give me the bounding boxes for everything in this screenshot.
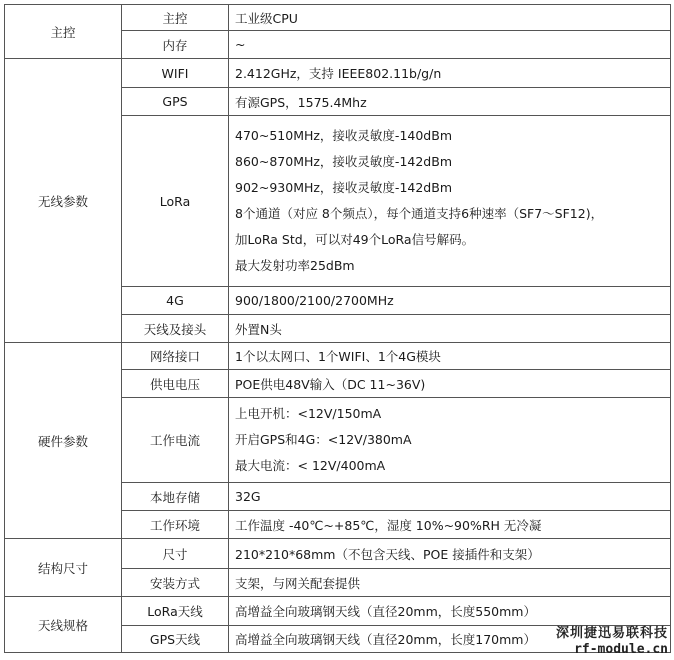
item-value-gps-antenna: 高增益全向玻璃钢天线（直径20mm，长度170mm） bbox=[229, 626, 671, 653]
table-row bbox=[5, 59, 671, 88]
item-name-mount: 安装方式 bbox=[122, 569, 229, 597]
item-name-lora-antenna: LoRa天线 bbox=[122, 597, 229, 626]
item-name-4g: 4G bbox=[122, 287, 229, 315]
category-structure: 结构尺寸 bbox=[5, 539, 122, 597]
item-name-storage: 本地存储 bbox=[122, 483, 229, 511]
item-value-current bbox=[229, 398, 671, 483]
item-name-gps-antenna: GPS天线 bbox=[122, 626, 229, 653]
category-main-control: 主控 bbox=[5, 5, 122, 59]
item-value-4g: 900/1800/2100/2700MHz bbox=[229, 287, 671, 315]
item-value-network: 1个以太网口、1个WIFI、1个4G模块 bbox=[229, 343, 671, 370]
table-row bbox=[5, 597, 671, 626]
spec-table bbox=[4, 4, 671, 653]
item-name-wifi: WIFI bbox=[122, 59, 229, 88]
item-value-memory: ~ bbox=[229, 31, 671, 59]
table-row bbox=[5, 5, 671, 31]
item-name-power: 供电电压 bbox=[122, 370, 229, 398]
item-value-storage: 32G bbox=[229, 483, 671, 511]
item-name-network: 网络接口 bbox=[122, 343, 229, 370]
item-name-lora: LoRa bbox=[122, 116, 229, 287]
current-line: 开启GPS和4G：<12V/380mA bbox=[235, 432, 412, 447]
current-line: 上电开机：<12V/150mA bbox=[235, 406, 382, 421]
category-wireless: 无线参数 bbox=[5, 59, 122, 343]
watermark-company: 深圳捷迅易联科技 bbox=[555, 626, 668, 641]
watermark bbox=[556, 626, 668, 658]
item-name-memory: 内存 bbox=[122, 31, 229, 59]
watermark-site: rf-module.cn bbox=[574, 642, 668, 657]
table-row bbox=[5, 539, 671, 569]
lora-line: 470~510MHz，接收灵敏度-140dBm bbox=[235, 128, 452, 143]
item-value-lora-antenna: 高增益全向玻璃钢天线（直径20mm，长度550mm） bbox=[229, 597, 671, 626]
lora-line: 最大发射功率25dBm bbox=[235, 258, 355, 273]
item-value-cpu: 工业级CPU bbox=[229, 5, 671, 31]
lora-line: 加LoRa Std，可以对49个LoRa信号解码。 bbox=[235, 232, 475, 247]
current-line: 最大电流：< 12V/400mA bbox=[235, 458, 386, 473]
table-row bbox=[5, 343, 671, 370]
item-name-antenna-connector: 天线及接头 bbox=[122, 315, 229, 343]
category-hardware: 硬件参数 bbox=[5, 343, 122, 539]
item-name-environment: 工作环境 bbox=[122, 511, 229, 539]
item-name-gps: GPS bbox=[122, 88, 229, 116]
item-value-lora bbox=[229, 116, 671, 287]
item-value-power: POE供电48V输入（DC 11~36V) bbox=[229, 370, 671, 398]
item-value-size: 210*210*68mm（不包含天线、POE 接插件和支架） bbox=[229, 539, 671, 569]
item-value-wifi: 2.412GHz，支持 IEEE802.11b/g/n bbox=[229, 59, 671, 88]
item-name-size: 尺寸 bbox=[122, 539, 229, 569]
item-value-gps: 有源GPS，1575.4Mhz bbox=[229, 88, 671, 116]
item-value-mount: 支架，与网关配套提供 bbox=[229, 569, 671, 597]
item-name-cpu: 主控 bbox=[122, 5, 229, 31]
lora-line: 860~870MHz，接收灵敏度-142dBm bbox=[235, 154, 452, 169]
category-antenna-spec: 天线规格 bbox=[5, 597, 122, 653]
lora-line: 8个通道（对应 8个频点），每个通道支持6种速率（SF7～SF12)， bbox=[235, 206, 604, 221]
item-value-antenna-connector: 外置N头 bbox=[229, 315, 671, 343]
item-name-current: 工作电流 bbox=[122, 398, 229, 483]
lora-line: 902~930MHz，接收灵敏度-142dBm bbox=[235, 180, 452, 195]
item-value-environment: 工作温度 -40℃~+85℃，湿度 10%~90%RH 无冷凝 bbox=[229, 511, 671, 539]
